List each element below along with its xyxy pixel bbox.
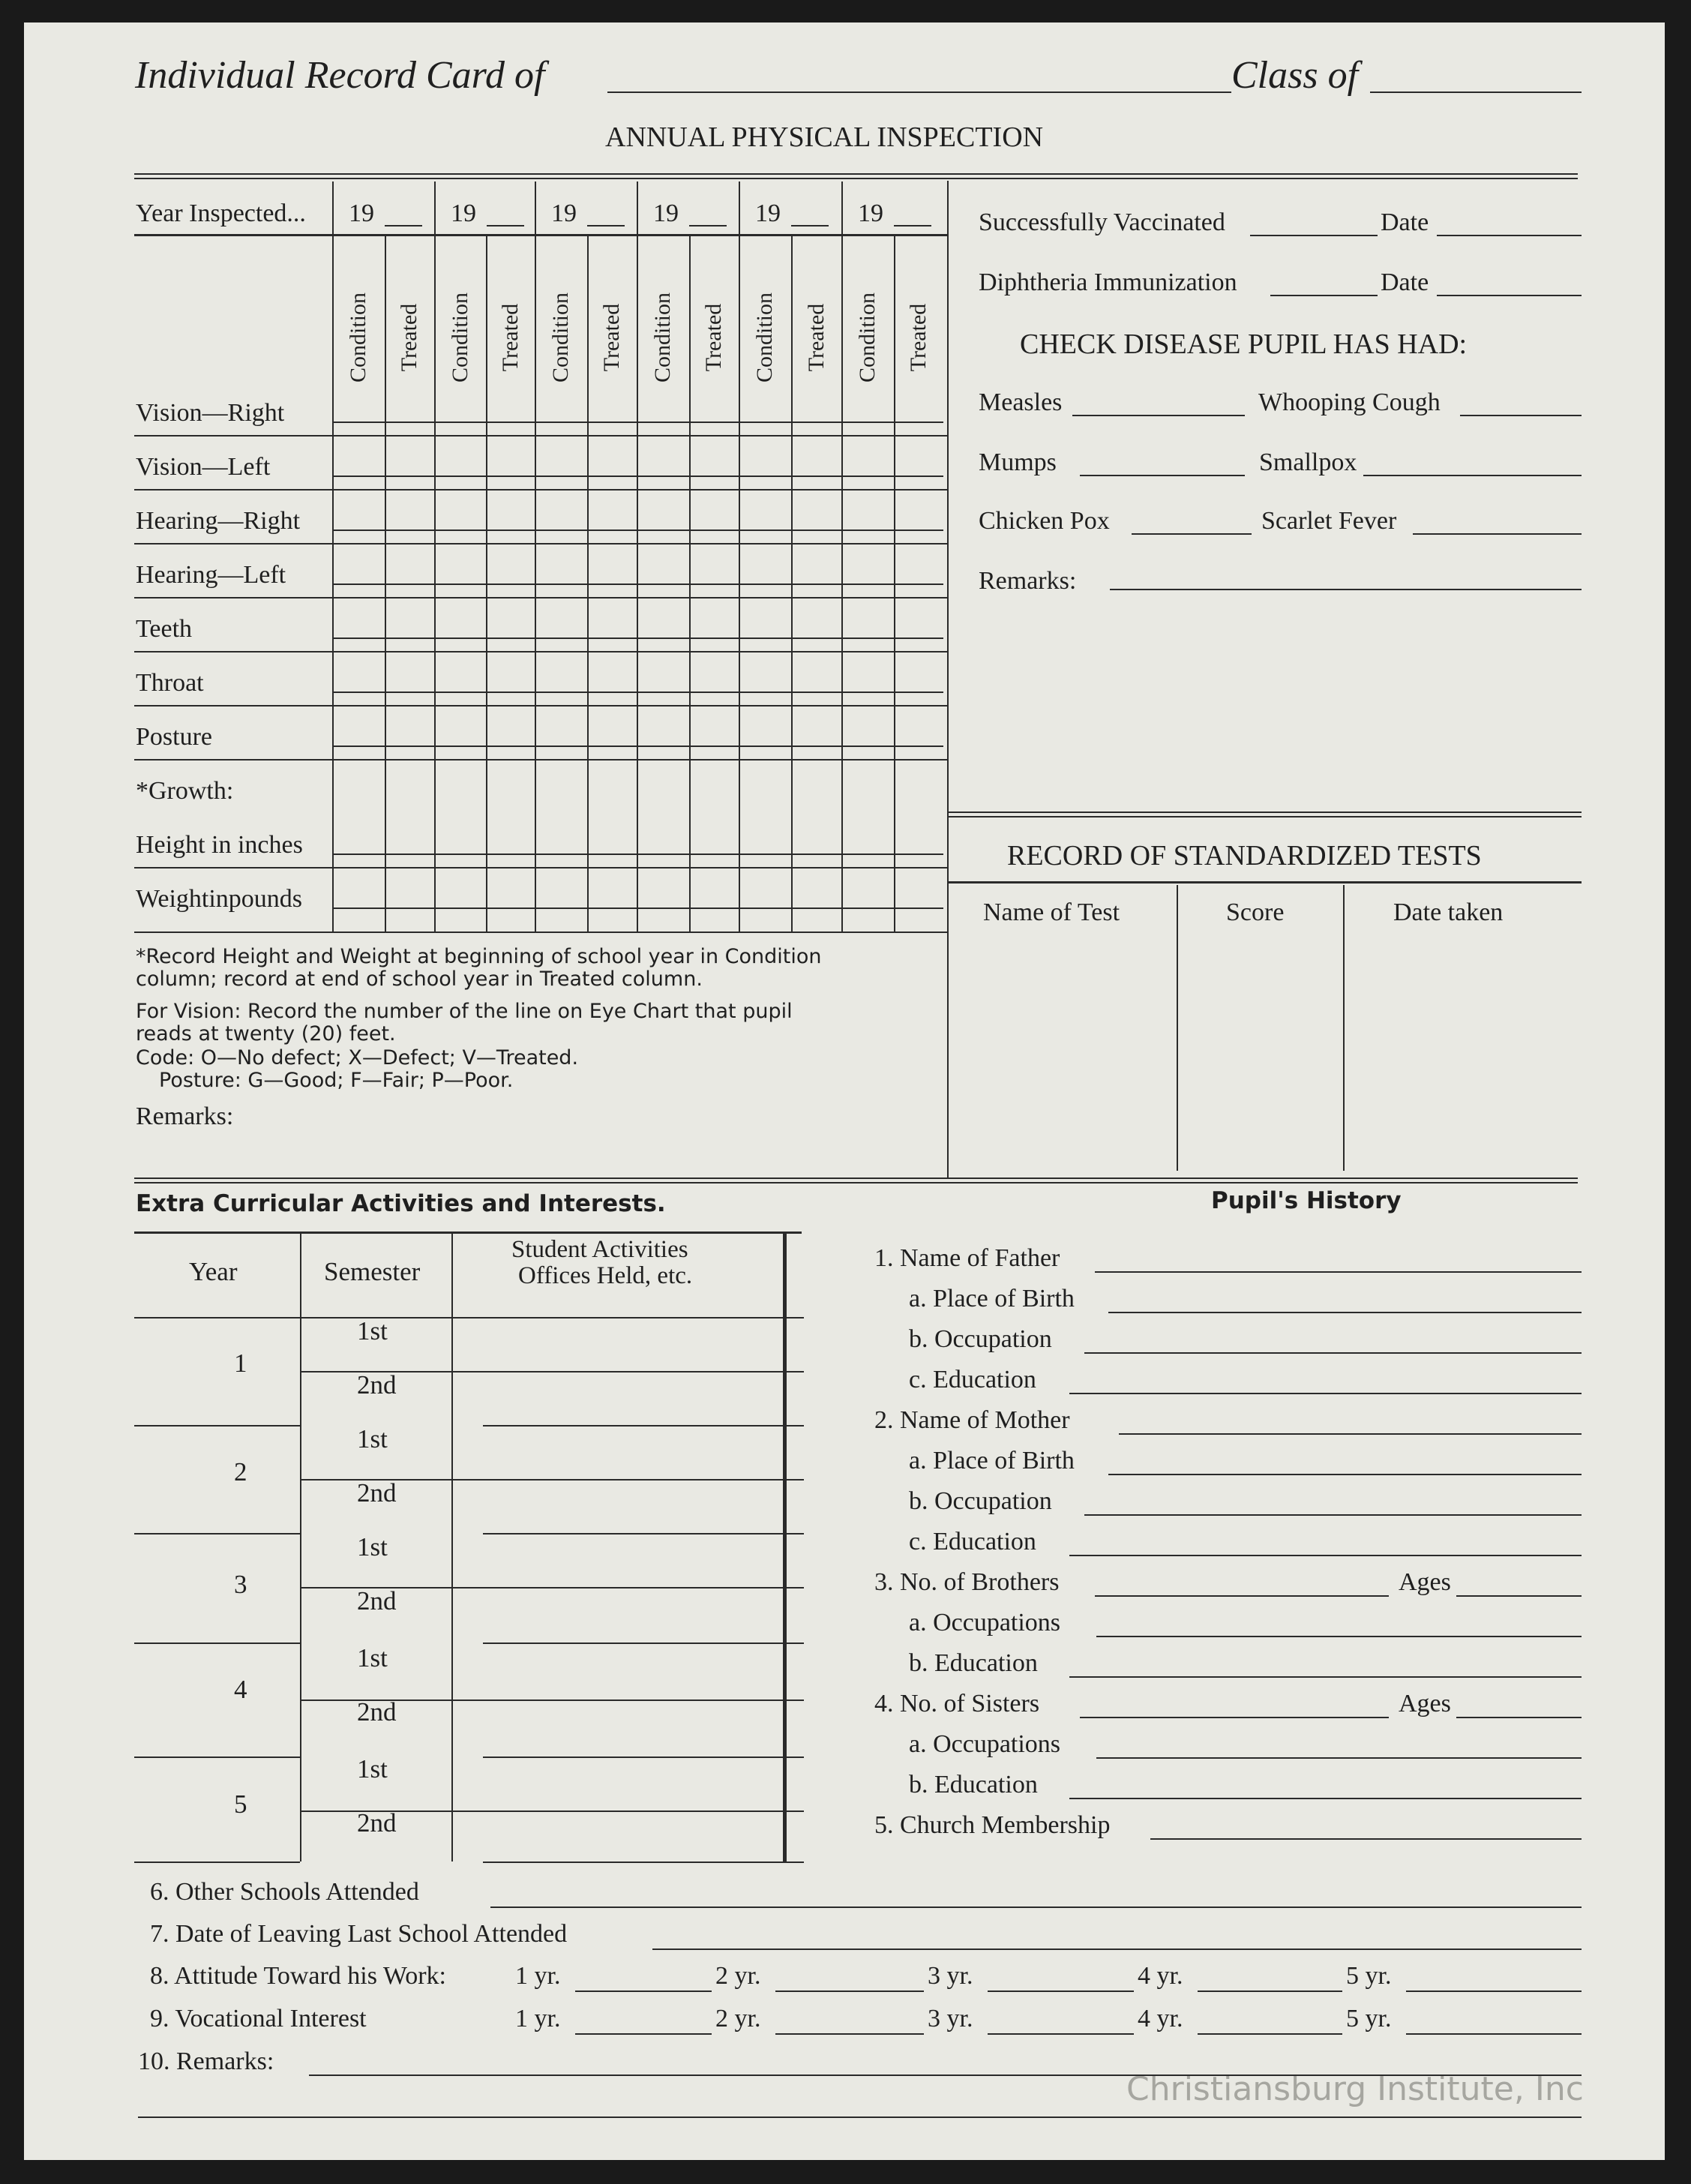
year-label: 3 yr.	[928, 2005, 973, 2032]
inspection-row-label: Hearing—Left	[136, 561, 286, 589]
inspection-row-label: Posture	[136, 723, 212, 751]
cell-rule	[332, 908, 943, 909]
tests-header-rule	[947, 881, 1582, 884]
note-line: Code: O—No defect; X—Defect; V—Treated.	[136, 1046, 579, 1070]
row-rule	[134, 759, 947, 760]
history-field[interactable]	[1069, 1555, 1582, 1556]
semester-label: 2nd	[357, 1370, 397, 1400]
cell-rule	[332, 692, 943, 693]
year-field[interactable]	[1406, 1990, 1582, 1992]
row-rule	[134, 489, 947, 490]
history-label: c. Education	[909, 1366, 1036, 1394]
cell-rule	[332, 746, 943, 747]
test-date-header: Date taken	[1393, 898, 1504, 926]
scarlet-field[interactable]	[1413, 533, 1582, 535]
col-divider	[689, 234, 691, 932]
year-row-rule	[134, 234, 947, 236]
history-field[interactable]	[1119, 1433, 1582, 1435]
year-field[interactable]	[791, 225, 829, 226]
treated-header: Treated	[701, 303, 726, 372]
history-label: b. Occupation	[909, 1325, 1052, 1353]
year-group-rule	[134, 1642, 300, 1644]
smallpox-label: Smallpox	[1259, 448, 1357, 476]
note-line: column; record at end of school year in Treated column.	[136, 968, 703, 991]
semester-label: 1st	[357, 1424, 388, 1454]
activity-entry-line[interactable]	[483, 1810, 804, 1812]
diphtheria-date-label: Date	[1381, 268, 1429, 296]
bottom-field[interactable]	[652, 1948, 1582, 1950]
year-field[interactable]	[988, 1990, 1134, 1992]
activities-header-2: Offices Held, etc.	[518, 1262, 693, 1289]
year-group-rule	[134, 1756, 300, 1758]
year-label: 4 yr.	[1138, 2005, 1183, 2032]
cell-rule	[332, 638, 943, 639]
year-col-divider	[739, 182, 740, 932]
activity-entry-line[interactable]	[483, 1862, 804, 1863]
activity-entry-line[interactable]	[483, 1425, 804, 1426]
semester-label: 1st	[357, 1532, 388, 1562]
bottom-field[interactable]	[490, 1906, 1582, 1908]
inspection-row-label: Hearing—Right	[136, 507, 301, 535]
history-field[interactable]	[1095, 1271, 1582, 1273]
panel-divider	[947, 181, 949, 1178]
history-label: b. Occupation	[909, 1487, 1052, 1515]
inspection-remarks-label: Remarks:	[136, 1102, 234, 1130]
history-field[interactable]	[1080, 1717, 1389, 1718]
row-rule	[134, 651, 947, 652]
col-divider	[791, 234, 793, 932]
year-prefix: 19	[858, 200, 883, 227]
year-prefix: 19	[349, 200, 374, 227]
top-rule	[134, 173, 1578, 179]
activities-year: 5	[234, 1790, 247, 1819]
treated-header: Treated	[906, 303, 931, 372]
row-rule	[134, 543, 947, 544]
note-line: For Vision: Record the number of the line on Eye Chart that pupil	[136, 1000, 793, 1023]
bottom-label: 8. Attitude Toward his Work:	[150, 1962, 447, 1990]
activity-entry-line[interactable]	[483, 1700, 804, 1701]
history-field[interactable]	[1096, 1757, 1582, 1759]
year-label: 5 yr.	[1346, 1962, 1392, 1990]
remarks-field[interactable]	[309, 2074, 1582, 2076]
history-label: 1. Name of Father	[874, 1244, 1060, 1272]
class-of-field-line[interactable]	[1370, 92, 1582, 93]
ages-label: Ages	[1399, 1690, 1451, 1718]
condition-header: Condition	[346, 292, 370, 383]
inspection-row-label: Vision—Right	[136, 399, 285, 427]
year-field[interactable]	[575, 2033, 712, 2035]
note-line: *Record Height and Weight at beginning of school year in Condition	[136, 945, 822, 968]
activities-header-1: Student Activities	[511, 1236, 688, 1263]
year-field[interactable]	[689, 225, 727, 226]
activity-entry-line[interactable]	[483, 1587, 804, 1588]
grid-bottom-rule	[134, 932, 947, 933]
activity-entry-line[interactable]	[483, 1642, 804, 1644]
check-disease-title: CHECK DISEASE PUPIL HAS HAD:	[1020, 328, 1468, 360]
activities-col-divider	[300, 1232, 301, 1862]
year-prefix: 19	[551, 200, 577, 227]
condition-header: Condition	[650, 292, 675, 383]
inspection-row-label: Vision—Left	[136, 453, 271, 481]
note-line: reads at twenty (20) feet.	[136, 1022, 396, 1046]
health-remarks-label: Remarks:	[979, 567, 1077, 595]
activities-right-border	[783, 1232, 787, 1862]
activity-entry-line[interactable]	[483, 1317, 804, 1318]
test-score-header: Score	[1226, 898, 1285, 926]
history-label: b. Education	[909, 1649, 1038, 1677]
semester-label: 1st	[357, 1316, 388, 1346]
year-label: 1 yr.	[515, 2005, 561, 2032]
col-divider	[385, 234, 386, 932]
history-label: 3. No. of Brothers	[874, 1568, 1060, 1596]
activities-year: 3	[234, 1570, 247, 1599]
activities-year: 2	[234, 1457, 247, 1486]
row-rule	[134, 705, 947, 706]
tests-col-divider	[1343, 885, 1345, 1171]
condition-header: Condition	[752, 292, 777, 383]
year-field[interactable]	[988, 2033, 1134, 2035]
treated-header: Treated	[599, 303, 624, 372]
year-field[interactable]	[385, 225, 422, 226]
semester-label: 2nd	[357, 1697, 397, 1726]
year-label: 3 yr.	[928, 1962, 973, 1990]
year-prefix: 19	[653, 200, 679, 227]
activity-entry-line[interactable]	[483, 1533, 804, 1534]
history-label: 4. No. of Sisters	[874, 1690, 1040, 1718]
page-subtitle: ANNUAL PHYSICAL INSPECTION	[605, 122, 1044, 153]
activities-year: 1	[234, 1348, 247, 1378]
vaccinated-field[interactable]	[1250, 235, 1378, 236]
history-field[interactable]	[1069, 1393, 1582, 1394]
bottom-label: 9. Vocational Interest	[150, 2005, 367, 2032]
ages-label: Ages	[1399, 1568, 1451, 1596]
chickenpox-field[interactable]	[1132, 533, 1252, 535]
cell-rule	[332, 476, 943, 477]
middle-rule	[134, 1178, 1578, 1184]
history-label: a. Occupations	[909, 1609, 1061, 1636]
treated-header: Treated	[397, 303, 421, 372]
remarks-field[interactable]	[138, 2116, 1582, 2118]
col-divider	[894, 234, 895, 932]
treated-header: Treated	[497, 303, 523, 372]
semester-label: 2nd	[357, 1586, 397, 1616]
health-remarks-field[interactable]	[1110, 589, 1582, 590]
measles-field[interactable]	[1072, 415, 1245, 416]
condition-header: Condition	[447, 292, 472, 383]
activities-row-rule	[134, 1862, 300, 1863]
year-field[interactable]	[1198, 1990, 1342, 1992]
history-label: 5. Church Membership	[874, 1811, 1111, 1839]
record-card-sheet	[24, 22, 1665, 2160]
cell-rule	[332, 584, 943, 585]
cell-rule	[332, 854, 943, 855]
year-field[interactable]	[1406, 2033, 1582, 2035]
year-inspected-label: Year Inspected...	[136, 200, 306, 227]
activity-entry-line[interactable]	[483, 1756, 804, 1758]
history-field[interactable]	[1069, 1676, 1582, 1678]
year-label: 2 yr.	[715, 2005, 761, 2032]
bottom-label: 6. Other Schools Attended	[150, 1878, 419, 1906]
whooping-label: Whooping Cough	[1258, 388, 1441, 416]
ages-field[interactable]	[1456, 1717, 1582, 1718]
chickenpox-label: Chicken Pox	[979, 507, 1110, 535]
activities-semester-header: Semester	[324, 1257, 421, 1286]
bottom-label: 7. Date of Leaving Last School Attended	[150, 1920, 568, 1948]
smallpox-field[interactable]	[1363, 475, 1582, 476]
year-field[interactable]	[775, 1990, 924, 1992]
name-field-line[interactable]	[607, 92, 1231, 93]
year-field[interactable]	[1198, 2033, 1342, 2035]
mumps-label: Mumps	[979, 448, 1057, 476]
vaccinated-date-field[interactable]	[1437, 235, 1582, 236]
row-rule	[134, 435, 947, 436]
test-name-header: Name of Test	[983, 898, 1120, 926]
year-label: 1 yr.	[515, 1962, 561, 1990]
history-label: a. Place of Birth	[909, 1285, 1075, 1312]
year-field[interactable]	[575, 1990, 712, 1992]
diphtheria-field[interactable]	[1270, 295, 1378, 296]
history-field[interactable]	[1150, 1838, 1582, 1840]
semester-label: 1st	[357, 1754, 388, 1784]
diphtheria-label: Diphtheria Immunization	[979, 268, 1237, 296]
history-field[interactable]	[1095, 1595, 1389, 1597]
inspection-row-label: Weightinpounds	[136, 885, 303, 913]
history-field[interactable]	[1069, 1798, 1582, 1799]
year-col-divider	[434, 182, 436, 932]
year-col-divider	[535, 182, 536, 932]
inspection-row-label: *Growth:	[136, 777, 234, 805]
history-field[interactable]	[1108, 1312, 1582, 1313]
tests-col-divider	[1177, 885, 1178, 1171]
year-col-divider	[841, 182, 843, 932]
cell-rule	[332, 530, 943, 531]
history-title: Pupil's History	[1211, 1187, 1402, 1214]
year-prefix: 19	[451, 200, 476, 227]
treated-header: Treated	[803, 303, 829, 372]
history-label: 2. Name of Mother	[874, 1406, 1070, 1434]
condition-header: Condition	[548, 292, 573, 383]
year-col-divider	[332, 182, 334, 932]
history-field[interactable]	[1096, 1636, 1582, 1637]
inspection-row-label: Throat	[136, 669, 204, 697]
inspection-row-label: Height in inches	[136, 831, 303, 859]
row-rule	[134, 597, 947, 598]
activities-year: 4	[234, 1675, 247, 1704]
year-label: 4 yr.	[1138, 1962, 1183, 1990]
watermark: Christiansburg Institute, Inc	[1126, 2070, 1584, 2108]
semester-label: 1st	[357, 1643, 388, 1672]
activities-title: Extra Curricular Activities and Interests.	[136, 1190, 666, 1217]
activities-col-divider	[451, 1232, 453, 1862]
semester-label: 2nd	[357, 1478, 397, 1508]
year-group-rule	[134, 1533, 300, 1534]
history-label: a. Place of Birth	[909, 1447, 1075, 1474]
bottom-remarks-label: 10. Remarks:	[138, 2048, 274, 2075]
col-divider	[587, 234, 589, 932]
whooping-field[interactable]	[1460, 415, 1582, 416]
note-line: Posture: G—Good; F—Fair; P—Poor.	[159, 1069, 514, 1092]
history-field[interactable]	[1084, 1352, 1582, 1354]
activity-entry-line[interactable]	[483, 1479, 804, 1480]
scarlet-label: Scarlet Fever	[1261, 507, 1397, 535]
semester-label: 2nd	[357, 1808, 397, 1838]
class-of-label: Class of	[1231, 54, 1359, 97]
ages-field[interactable]	[1456, 1595, 1582, 1597]
activities-top-rule	[134, 1232, 802, 1234]
diphtheria-date-field[interactable]	[1437, 295, 1582, 296]
inspection-row-label: Teeth	[136, 615, 193, 643]
vaccinated-date-label: Date	[1381, 208, 1429, 236]
history-label: c. Education	[909, 1528, 1036, 1556]
tests-top-rule	[947, 812, 1582, 818]
history-field[interactable]	[1084, 1514, 1582, 1516]
cell-rule	[332, 422, 943, 423]
year-field[interactable]	[487, 225, 524, 226]
condition-header: Condition	[855, 292, 880, 383]
activities-year-header: Year	[189, 1257, 238, 1286]
year-group-rule	[134, 1425, 300, 1426]
history-label: b. Education	[909, 1771, 1038, 1798]
mumps-field[interactable]	[1080, 475, 1245, 476]
activity-entry-line[interactable]	[483, 1371, 804, 1372]
col-divider	[486, 234, 487, 932]
history-label: a. Occupations	[909, 1730, 1061, 1758]
measles-label: Measles	[979, 388, 1063, 416]
year-field[interactable]	[775, 2033, 924, 2035]
year-label: 5 yr.	[1346, 2005, 1392, 2032]
year-col-divider	[637, 182, 638, 932]
tests-title: RECORD OF STANDARDIZED TESTS	[1007, 840, 1482, 872]
row-rule	[134, 867, 947, 868]
year-label: 2 yr.	[715, 1962, 761, 1990]
history-field[interactable]	[1108, 1474, 1582, 1475]
year-field[interactable]	[587, 225, 625, 226]
year-field[interactable]	[894, 225, 931, 226]
vaccinated-label: Successfully Vaccinated	[979, 208, 1225, 236]
card-title: Individual Record Card of	[135, 54, 545, 97]
year-prefix: 19	[755, 200, 781, 227]
